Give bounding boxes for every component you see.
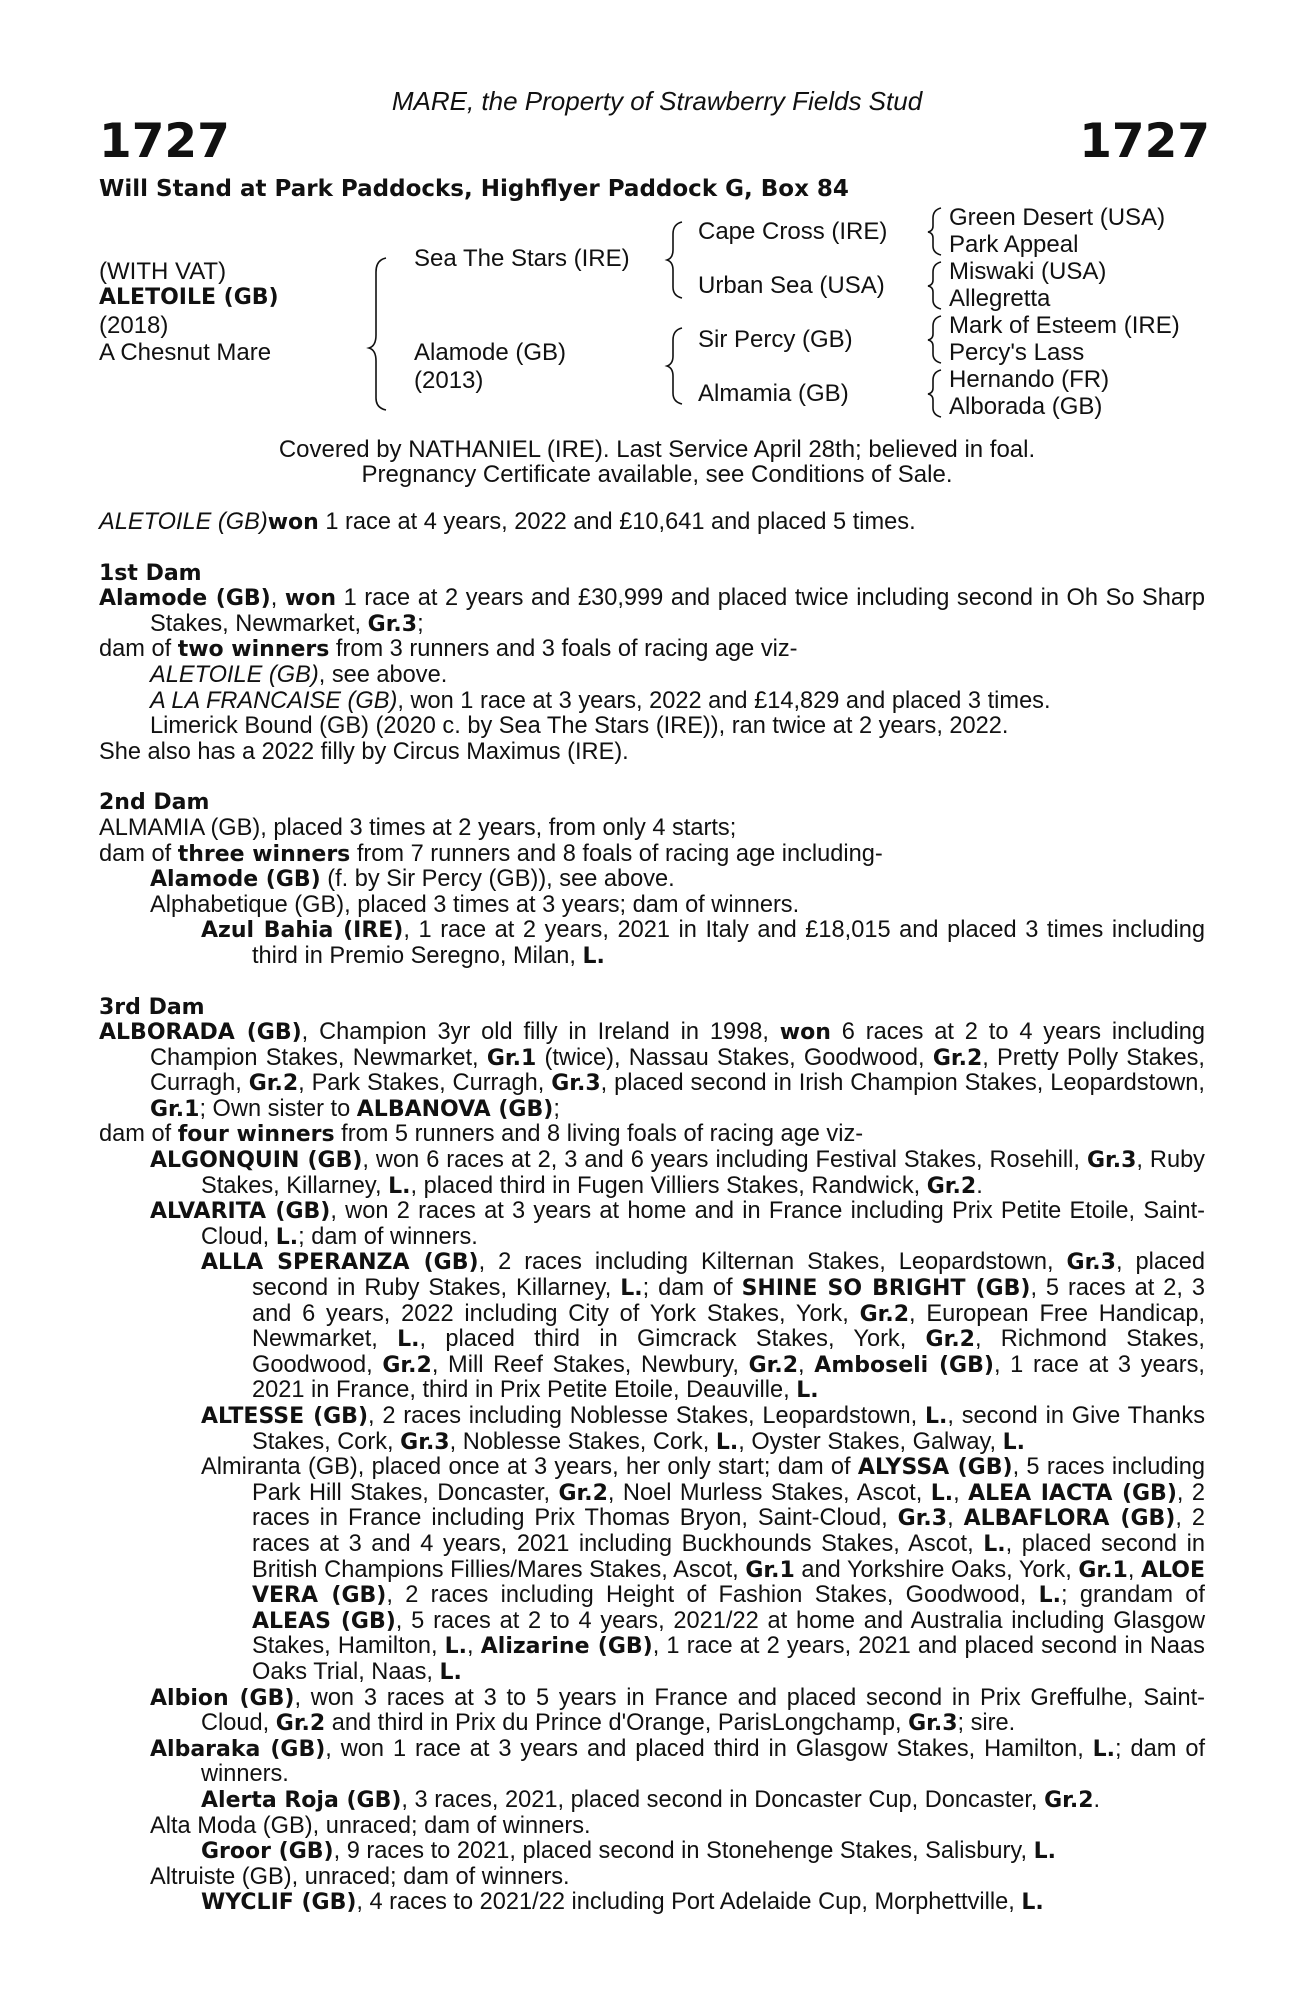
dam1-note: She also has a 2022 filly by Circus Maximus (IRE). bbox=[99, 738, 629, 765]
alk-l: L. bbox=[1092, 1736, 1116, 1762]
alm-aleas: ALEAS (GB) bbox=[252, 1608, 396, 1634]
alt-b: , second in Give Thanks Stakes, Cork, bbox=[252, 1403, 1205, 1455]
alborada-a: , Champion 3yr old filly in Ireland in 1998, bbox=[301, 1019, 780, 1046]
alt-a: , 2 races including Noblesse Stakes, Leopardstown, bbox=[368, 1403, 925, 1429]
dam2-o1-rest: (f. by Sir Percy (GB)), see above. bbox=[320, 866, 675, 893]
alb-a: , won 3 races at 3 to 5 years in France and placed second in Prix Greffulhe, Saint-Cloud, bbox=[201, 1684, 1206, 1737]
alborada-gr1: Gr.1 bbox=[486, 1045, 537, 1071]
alm-l5: L. bbox=[439, 1659, 462, 1685]
dam3-a: dam of bbox=[99, 1121, 178, 1148]
dam1-rest: 1 race at 2 years and £30,999 and placed twice including second in Oh So Sharp Stakes, Newmarket, bbox=[150, 585, 1205, 637]
dam1-name: Alamode (GB) bbox=[99, 586, 271, 612]
als-f: , placed third in Gimcrack Stakes, York, bbox=[419, 1326, 926, 1353]
alm-aloe: ALOE VERA (GB) bbox=[252, 1557, 1205, 1609]
dam2-o3-name: Azul Bahia (IRE) bbox=[201, 918, 404, 944]
als-a: , 2 races including Kilternan Stakes, Leopardstown, bbox=[478, 1249, 1067, 1276]
als-i: , bbox=[798, 1351, 815, 1378]
als-b: , placed second in Ruby Stakes, Killarney, bbox=[252, 1249, 1206, 1302]
alb-gr2: Gr.2 bbox=[275, 1711, 326, 1737]
summary-name: ALETOILE (GB) bbox=[99, 509, 268, 535]
alm-gr2: Gr.2 bbox=[558, 1480, 608, 1506]
dam1-o1-name: ALETOILE (GB) bbox=[150, 661, 319, 688]
pedigree-g3: Miswaki (USA) bbox=[949, 258, 1107, 285]
alt-name: ALTESSE (GB) bbox=[201, 1404, 369, 1429]
alv-a: , won 2 races at 3 years at home and in France including Prix Petite Etoile, Saint-Cloud, bbox=[201, 1198, 1206, 1250]
covered-line-2: Pregnancy Certificate available, see Conditions of Sale. bbox=[361, 461, 953, 488]
lot-number-right: 1727 bbox=[1079, 114, 1210, 169]
dam1-offspring-2 bbox=[99, 689, 1205, 715]
alvarita-record bbox=[99, 1199, 1205, 1250]
dam1-offspring-3: Limerick Bound (GB) (2020 c. by Sea The Stars (IRE)), ran twice at 2 years, 2022. bbox=[150, 713, 1009, 740]
alv-b: ; dam of winners. bbox=[298, 1223, 478, 1250]
alb-b: and third in Prix du Prince d'Orange, ParisLongchamp, bbox=[325, 1710, 909, 1737]
alm-p: , 1 race at 2 years, 2021 and placed second in Naas Oaks Trial, Naas, bbox=[252, 1633, 1205, 1685]
pedigree-g4: Allegretta bbox=[949, 285, 1051, 312]
alborada-c: (twice), Nassau Stakes, Goodwood, bbox=[536, 1044, 933, 1071]
alk-name: Albaraka (GB) bbox=[150, 1736, 326, 1762]
alborada-name: ALBORADA (GB) bbox=[99, 1020, 302, 1046]
alm-l4: L. bbox=[444, 1634, 468, 1660]
alm-gr3: Gr.3 bbox=[897, 1506, 948, 1532]
pedigree-dam-year: (2013) bbox=[414, 367, 484, 394]
brace-g3 bbox=[928, 316, 941, 363]
alk-a: , won 1 race at 3 years and placed third in Glasgow Stakes, Hamilton, bbox=[325, 1735, 1093, 1762]
dam1-o1-rest: , see above. bbox=[318, 661, 448, 688]
brace-g4 bbox=[928, 370, 941, 417]
pedigree-g1: Green Desert (USA) bbox=[949, 204, 1166, 231]
alborada-h: ; bbox=[553, 1095, 560, 1122]
alm-l: L. bbox=[930, 1480, 954, 1506]
brace-g2 bbox=[928, 262, 941, 309]
alm-m: ; grandam of bbox=[1061, 1582, 1205, 1609]
alt-d: , Oyster Stakes, Galway, bbox=[738, 1428, 1003, 1455]
groor-a: , 9 races to 2021, placed second in Stonehenge Stakes, Salisbury, bbox=[333, 1838, 1034, 1865]
alla-speranza-record bbox=[99, 1250, 1205, 1404]
alm-h: , placed second in British Champions Fillies/Mares Stakes, Ascot, bbox=[252, 1530, 1205, 1583]
pedigree-sire: Sea The Stars (IRE) bbox=[414, 245, 630, 272]
dam2-o1-name: Alamode (GB) bbox=[150, 867, 321, 893]
dam1-p2c: from 3 runners and 3 foals of racing age viz- bbox=[329, 636, 798, 663]
alm-l2: L. bbox=[983, 1531, 1006, 1557]
third-dam-heading: 3rd Dam bbox=[99, 994, 205, 1020]
alv-l: L. bbox=[275, 1224, 299, 1250]
dam1-o2-name: A LA FRANCAISE (GB) bbox=[150, 687, 398, 714]
alm-k: , 2 races including Height of Fashion Stakes, Goodwood, bbox=[386, 1582, 1039, 1609]
als-name: ALLA SPERANZA (GB) bbox=[201, 1250, 479, 1276]
als-l3: L. bbox=[796, 1378, 819, 1404]
alm-alea: ALEA IACTA (GB) bbox=[968, 1480, 1177, 1506]
alk-b: ; dam of winners. bbox=[201, 1735, 1205, 1788]
wyc-a: , 4 races to 2021/22 including Port Adelaide Cup, Morphettville, bbox=[356, 1889, 1022, 1916]
alborada-d: , Pretty Polly Stakes, Curragh, bbox=[150, 1044, 1205, 1097]
summary-won: won bbox=[267, 510, 319, 535]
als-e: , European Free Handicap, Newmarket, bbox=[252, 1300, 1205, 1353]
alg-b: , Ruby Stakes, Killarney, bbox=[201, 1147, 1205, 1199]
alm-aliz: Alizarine (GB) bbox=[480, 1634, 653, 1660]
als-gr3: Gr.3 bbox=[1066, 1250, 1116, 1276]
alerta-roja-record bbox=[99, 1788, 1205, 1814]
summary-rest: 1 race at 4 years, 2022 and £10,641 and placed 5 times. bbox=[318, 509, 916, 535]
dam1-o2-rest: , won 1 race at 3 years, 2022 and £14,829 and placed 3 times. bbox=[397, 687, 1051, 714]
dam2-o3-rest: , 1 race at 2 years, 2021 in Italy and £18,015 and placed 3 times including third in Premio Seregno, Milan, bbox=[252, 917, 1206, 969]
first-dam-heading: 1st Dam bbox=[99, 560, 202, 586]
als-d: , 5 races at 2, 3 and 6 years, 2022 including City of York Stakes, York, bbox=[252, 1275, 1205, 1327]
alg-l: L. bbox=[388, 1173, 411, 1199]
brace-g1 bbox=[928, 208, 941, 255]
als-gr2c: Gr.2 bbox=[382, 1352, 432, 1378]
alm-n: , 5 races at 2 to 4 years, 2021/22 at home and Australia including Glasgow Stakes, Hamilton, bbox=[252, 1607, 1205, 1660]
dam2-offspring-2: Alphabetique (GB), placed 3 times at 3 years; dam of winners. bbox=[150, 891, 800, 918]
groor-l: L. bbox=[1033, 1839, 1056, 1865]
aler-name: Alerta Roja (GB) bbox=[201, 1787, 402, 1813]
alg-gr3: Gr.3 bbox=[1086, 1148, 1137, 1174]
almiranta-record bbox=[99, 1455, 1205, 1685]
als-l2: L. bbox=[397, 1327, 420, 1353]
dam1-gr: Gr.3 bbox=[367, 611, 418, 637]
alm-j: , bbox=[1127, 1556, 1141, 1583]
horse-year: (2018) bbox=[99, 312, 169, 339]
als-h: , Mill Reef Stakes, Newbury, bbox=[431, 1351, 749, 1378]
wyc-l: L. bbox=[1021, 1890, 1044, 1916]
groor-name: Groor (GB) bbox=[201, 1839, 334, 1865]
dam2-p2b: three winners bbox=[177, 841, 351, 867]
alborada-gr2: Gr.2 bbox=[932, 1045, 983, 1071]
first-dam-record: Alamode (GB), won 1 race at 2 years and £30,999 and placed twice including second in Oh So Sharp Stakes, Newmarket, Gr.3; bbox=[99, 585, 1205, 637]
altesse-record bbox=[99, 1404, 1205, 1455]
als-c: ; dam of bbox=[642, 1275, 742, 1302]
property-line: MARE, the Property of Strawberry Fields Stud bbox=[391, 86, 923, 116]
dam1-offspring-1 bbox=[99, 663, 1205, 689]
als-shine: SHINE SO BRIGHT (GB) bbox=[741, 1276, 1031, 1302]
alt-l2: L. bbox=[715, 1429, 739, 1455]
wyc-name: WYCLIF (GB) bbox=[201, 1890, 357, 1916]
brace-dam bbox=[667, 328, 682, 404]
alm-gr1: Gr.1 bbox=[745, 1557, 795, 1583]
alm-l3: L. bbox=[1038, 1583, 1062, 1609]
alm-a: Almiranta (GB), placed once at 3 years, her only start; dam of bbox=[201, 1454, 858, 1481]
second-dam-heading: 2nd Dam bbox=[99, 790, 210, 816]
wyclif-record bbox=[99, 1890, 1205, 1916]
dam1-won: won bbox=[284, 586, 336, 612]
alta-moda-record: Alta Moda (GB), unraced; dam of winners. bbox=[150, 1812, 591, 1839]
als-gr2b: Gr.2 bbox=[925, 1327, 975, 1353]
alg-d: . bbox=[976, 1172, 983, 1199]
als-amb: Amboseli (GB) bbox=[814, 1352, 994, 1378]
dam1-end: ; bbox=[417, 610, 424, 637]
first-dam-produce bbox=[99, 637, 1205, 663]
alborada-record bbox=[99, 1020, 1205, 1122]
dam2-offspring-3 bbox=[99, 918, 1205, 969]
alm-f: , bbox=[947, 1505, 964, 1532]
alborada-produce bbox=[99, 1122, 1205, 1148]
alborada-f: , placed second in Irish Champion Stakes, Leopardstown, bbox=[600, 1070, 1205, 1097]
alm-alyssa: ALYSSA (GB) bbox=[857, 1455, 1013, 1481]
altruiste-record: Altruiste (GB), unraced; dam of winners. bbox=[150, 1863, 570, 1890]
pedigree-g5: Mark of Esteem (IRE) bbox=[949, 312, 1180, 339]
alg-gr2: Gr.2 bbox=[926, 1173, 977, 1199]
alb-name: Albion (GB) bbox=[150, 1685, 295, 1711]
second-dam-produce bbox=[99, 842, 1205, 868]
alv-name: ALVARITA (GB) bbox=[150, 1199, 331, 1225]
lot-number-left: 1727 bbox=[99, 114, 230, 169]
algonquin-record bbox=[99, 1148, 1205, 1199]
alborada-gr1b: Gr.1 bbox=[150, 1096, 200, 1122]
pedigree-g8: Alborada (GB) bbox=[949, 393, 1103, 420]
alm-b: , 5 races including Park Hill Stakes, Doncaster, bbox=[252, 1454, 1206, 1506]
covered-line-1: Covered by NATHANIEL (IRE). Last Service April 28th; believed in foal. bbox=[278, 436, 1036, 463]
alb-gr3: Gr.3 bbox=[908, 1711, 958, 1737]
brace-sire bbox=[667, 222, 682, 298]
brace-main bbox=[369, 258, 386, 410]
dam2-p2a: dam of bbox=[99, 840, 178, 867]
aler-gr2: Gr.2 bbox=[1044, 1787, 1094, 1813]
pedigree-g7: Hernando (FR) bbox=[949, 366, 1110, 393]
pedigree-dam-sire: Sir Percy (GB) bbox=[698, 326, 853, 353]
alg-name: ALGONQUIN (GB) bbox=[150, 1148, 363, 1174]
alt-l: L. bbox=[924, 1404, 948, 1429]
alborada-g: ; Own sister to bbox=[199, 1095, 357, 1122]
alborada-won: won bbox=[779, 1020, 831, 1046]
alt-l3: L. bbox=[1002, 1429, 1026, 1455]
aler-b: . bbox=[1093, 1786, 1101, 1813]
dam2-o3-l: L. bbox=[582, 943, 605, 969]
alm-d: , bbox=[953, 1479, 969, 1506]
horse-description: A Chesnut Mare bbox=[99, 339, 272, 366]
dam2-p2c: from 7 runners and 8 foals of racing age including- bbox=[350, 840, 883, 867]
alm-gr1b: Gr.1 bbox=[1078, 1557, 1128, 1583]
alm-g: , 2 races at 3 and 4 years, 2021 including Buckhounds Stakes, Ascot, bbox=[252, 1505, 1205, 1557]
alborada-gr3: Gr.3 bbox=[551, 1071, 601, 1097]
alm-c: , Noel Murless Stakes, Ascot, bbox=[607, 1479, 931, 1506]
dam1-p2b: two winners bbox=[177, 637, 330, 663]
dam3-b: four winners bbox=[177, 1122, 335, 1148]
dam1-p2a: dam of bbox=[99, 636, 178, 663]
pedigree-g2: Park Appeal bbox=[949, 231, 1079, 258]
summary-line bbox=[99, 510, 1205, 536]
alm-albaflora: ALBAFLORA (GB) bbox=[963, 1506, 1176, 1532]
alborada-sister: ALBANOVA (GB) bbox=[356, 1096, 554, 1122]
albion-record bbox=[99, 1686, 1205, 1737]
alt-gr3: Gr.3 bbox=[400, 1429, 450, 1455]
alg-c: , placed third in Fugen Villiers Stakes, Randwick, bbox=[410, 1172, 927, 1199]
als-j: , 1 race at 3 years, 2021 in France, third in Prix Petite Etoile, Deauville, bbox=[252, 1351, 1205, 1404]
pedigree-g6: Percy's Lass bbox=[949, 339, 1085, 366]
produce-record bbox=[99, 510, 1205, 1916]
alb-c: ; sire. bbox=[957, 1710, 1016, 1737]
second-dam-record: ALMAMIA (GB), placed 3 times at 2 years, from only 4 starts; bbox=[99, 814, 737, 841]
als-gr2a: Gr.2 bbox=[859, 1301, 910, 1327]
alborada-e: , Park Stakes, Curragh, bbox=[298, 1070, 552, 1097]
groor-record bbox=[99, 1839, 1205, 1865]
pedigree-dam: Alamode (GB) bbox=[414, 339, 567, 366]
als-gr2d: Gr.2 bbox=[748, 1352, 799, 1378]
alborada-gr2b: Gr.2 bbox=[248, 1071, 299, 1097]
dam2-offspring-1 bbox=[99, 867, 1205, 893]
alm-i: and Yorkshire Oaks, York, bbox=[794, 1556, 1079, 1583]
dam3-c: from 5 runners and 8 living foals of racing age viz- bbox=[334, 1121, 864, 1148]
horse-name: ALETOILE (GB) bbox=[99, 285, 279, 310]
pedigree-sire-sire: Cape Cross (IRE) bbox=[698, 218, 888, 245]
alt-c: , Noblesse Stakes, Cork, bbox=[449, 1428, 716, 1455]
alm-e: , 2 races in France including Prix Thomas Bryon, Saint-Cloud, bbox=[252, 1479, 1206, 1532]
als-l: L. bbox=[620, 1276, 643, 1302]
pedigree-sire-dam: Urban Sea (USA) bbox=[698, 272, 885, 299]
aler-a: , 3 races, 2021, placed second in Doncaster Cup, Doncaster, bbox=[401, 1786, 1045, 1813]
albaraka-record bbox=[99, 1737, 1205, 1788]
stand-line: Will Stand at Park Paddocks, Highflyer Paddock G, Box 84 bbox=[99, 176, 849, 202]
alborada-b: 6 races at 2 to 4 years including Champion Stakes, Newmarket, bbox=[150, 1019, 1205, 1071]
vat-label: (WITH VAT) bbox=[99, 258, 227, 285]
alm-o: , bbox=[467, 1633, 481, 1660]
alg-a: , won 6 races at 2, 3 and 6 years including Festival Stakes, Rosehill, bbox=[362, 1147, 1087, 1174]
als-g: , Richmond Stakes, Goodwood, bbox=[252, 1326, 1205, 1378]
pedigree-dam-dam: Almamia (GB) bbox=[698, 380, 849, 407]
